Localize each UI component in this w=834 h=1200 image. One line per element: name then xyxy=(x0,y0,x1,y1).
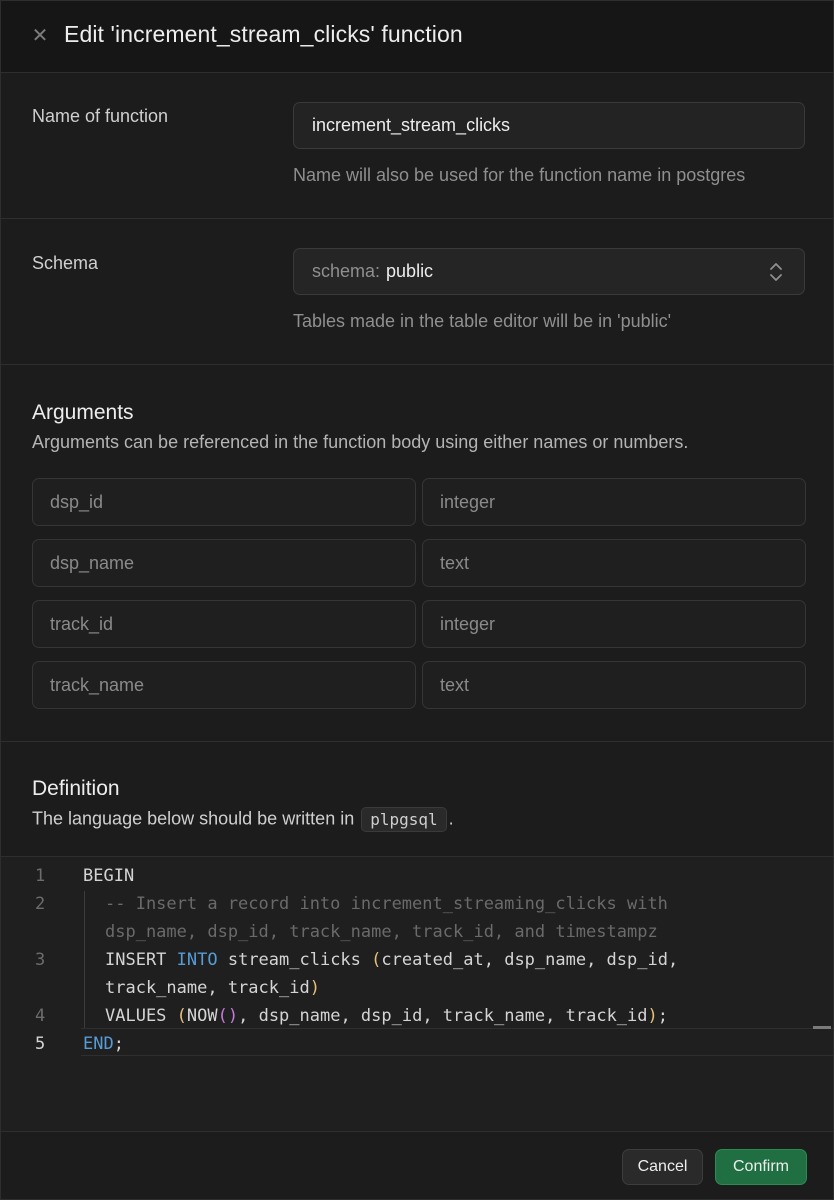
line-number: 3 xyxy=(35,950,46,970)
argument-name-input[interactable] xyxy=(32,478,416,526)
argument-type-value: integer xyxy=(440,613,496,634)
code-token: VALUES xyxy=(105,1006,177,1026)
line-number: 1 xyxy=(35,866,46,886)
argument-type-value: integer xyxy=(440,491,496,512)
code-token: ; xyxy=(113,1034,124,1054)
code-token: INTO xyxy=(176,950,218,970)
argument-name-value: dsp_name xyxy=(50,552,135,573)
arguments-description: Arguments can be referenced in the function body using either names or numbers. xyxy=(32,432,689,452)
arguments-section xyxy=(1,365,833,742)
argument-type-input[interactable] xyxy=(422,539,806,587)
code-token: track_name, track_id xyxy=(105,978,310,998)
schema-helper-text: Tables made in the table editor will be in 'public' xyxy=(293,311,672,331)
schema-value: public xyxy=(386,261,434,281)
code-token: , dsp_name, dsp_id, track_name, track_id xyxy=(238,1006,648,1026)
definition-heading: Definition xyxy=(32,777,120,800)
code-line xyxy=(105,950,678,970)
confirm-button[interactable]: Confirm xyxy=(715,1149,807,1185)
language-code-badge: plpgsql xyxy=(361,807,446,832)
line-number: 4 xyxy=(35,1006,46,1026)
schema-section xyxy=(1,219,833,365)
code-line: BEGIN xyxy=(83,866,135,886)
close-icon[interactable]: ✕ xyxy=(31,25,49,47)
argument-type-input[interactable] xyxy=(422,661,806,709)
code-line xyxy=(105,978,320,998)
schema-prefix: schema: xyxy=(312,261,381,281)
code-token: ( xyxy=(176,1006,187,1026)
argument-name-input[interactable] xyxy=(32,661,416,709)
code-editor[interactable] xyxy=(1,856,833,1132)
argument-name-value: track_name xyxy=(50,674,145,695)
argument-type-value: text xyxy=(440,552,470,573)
code-line xyxy=(105,1006,668,1026)
argument-name-input[interactable] xyxy=(32,539,416,587)
dialog-header xyxy=(1,1,833,73)
argument-name-value: dsp_id xyxy=(50,491,104,512)
code-token: () xyxy=(217,1006,239,1026)
definition-description xyxy=(32,807,454,832)
code-token: ; xyxy=(657,1006,669,1026)
definition-description-text: The language below should be written in xyxy=(32,808,355,829)
editor-scrollbar-marker[interactable] xyxy=(813,1026,831,1029)
function-name-value: increment_stream_clicks xyxy=(312,115,511,135)
current-line-highlight xyxy=(81,1028,833,1056)
argument-type-input[interactable] xyxy=(422,600,806,648)
argument-type-value: text xyxy=(440,674,470,695)
function-name-input[interactable] xyxy=(293,102,805,149)
code-token: ( xyxy=(371,950,382,970)
indent-guide xyxy=(84,891,85,1029)
code-token: stream_clicks xyxy=(217,950,372,970)
line-number: 5 xyxy=(35,1034,46,1054)
code-line: -- Insert a record into increment_streaming_clicks with xyxy=(105,894,668,914)
argument-name-value: track_id xyxy=(50,613,114,634)
code-token: INSERT xyxy=(105,950,177,970)
code-token: END xyxy=(83,1034,114,1054)
name-section xyxy=(1,73,833,219)
name-helper-text: Name will also be used for the function name in postgres xyxy=(293,165,746,185)
code-token: NOW xyxy=(186,1006,218,1026)
cancel-button[interactable]: Cancel xyxy=(622,1149,703,1185)
argument-name-input[interactable] xyxy=(32,600,416,648)
line-number: 2 xyxy=(35,894,46,914)
definition-description-period: . xyxy=(448,808,454,829)
dialog-title: Edit 'increment_stream_clicks' function xyxy=(64,21,463,47)
name-label: Name of function xyxy=(32,106,169,126)
chevron-up-down-icon xyxy=(768,261,784,283)
code-token: created_at, dsp_name, dsp_id, xyxy=(381,950,679,970)
code-token: ) xyxy=(647,1006,658,1026)
code-line: dsp_name, dsp_id, track_name, track_id, and timestampz xyxy=(105,922,658,942)
schema-label: Schema xyxy=(32,253,99,273)
arguments-heading: Arguments xyxy=(32,401,134,424)
argument-type-input[interactable] xyxy=(422,478,806,526)
schema-select[interactable] xyxy=(293,248,805,295)
code-token: ) xyxy=(309,978,320,998)
